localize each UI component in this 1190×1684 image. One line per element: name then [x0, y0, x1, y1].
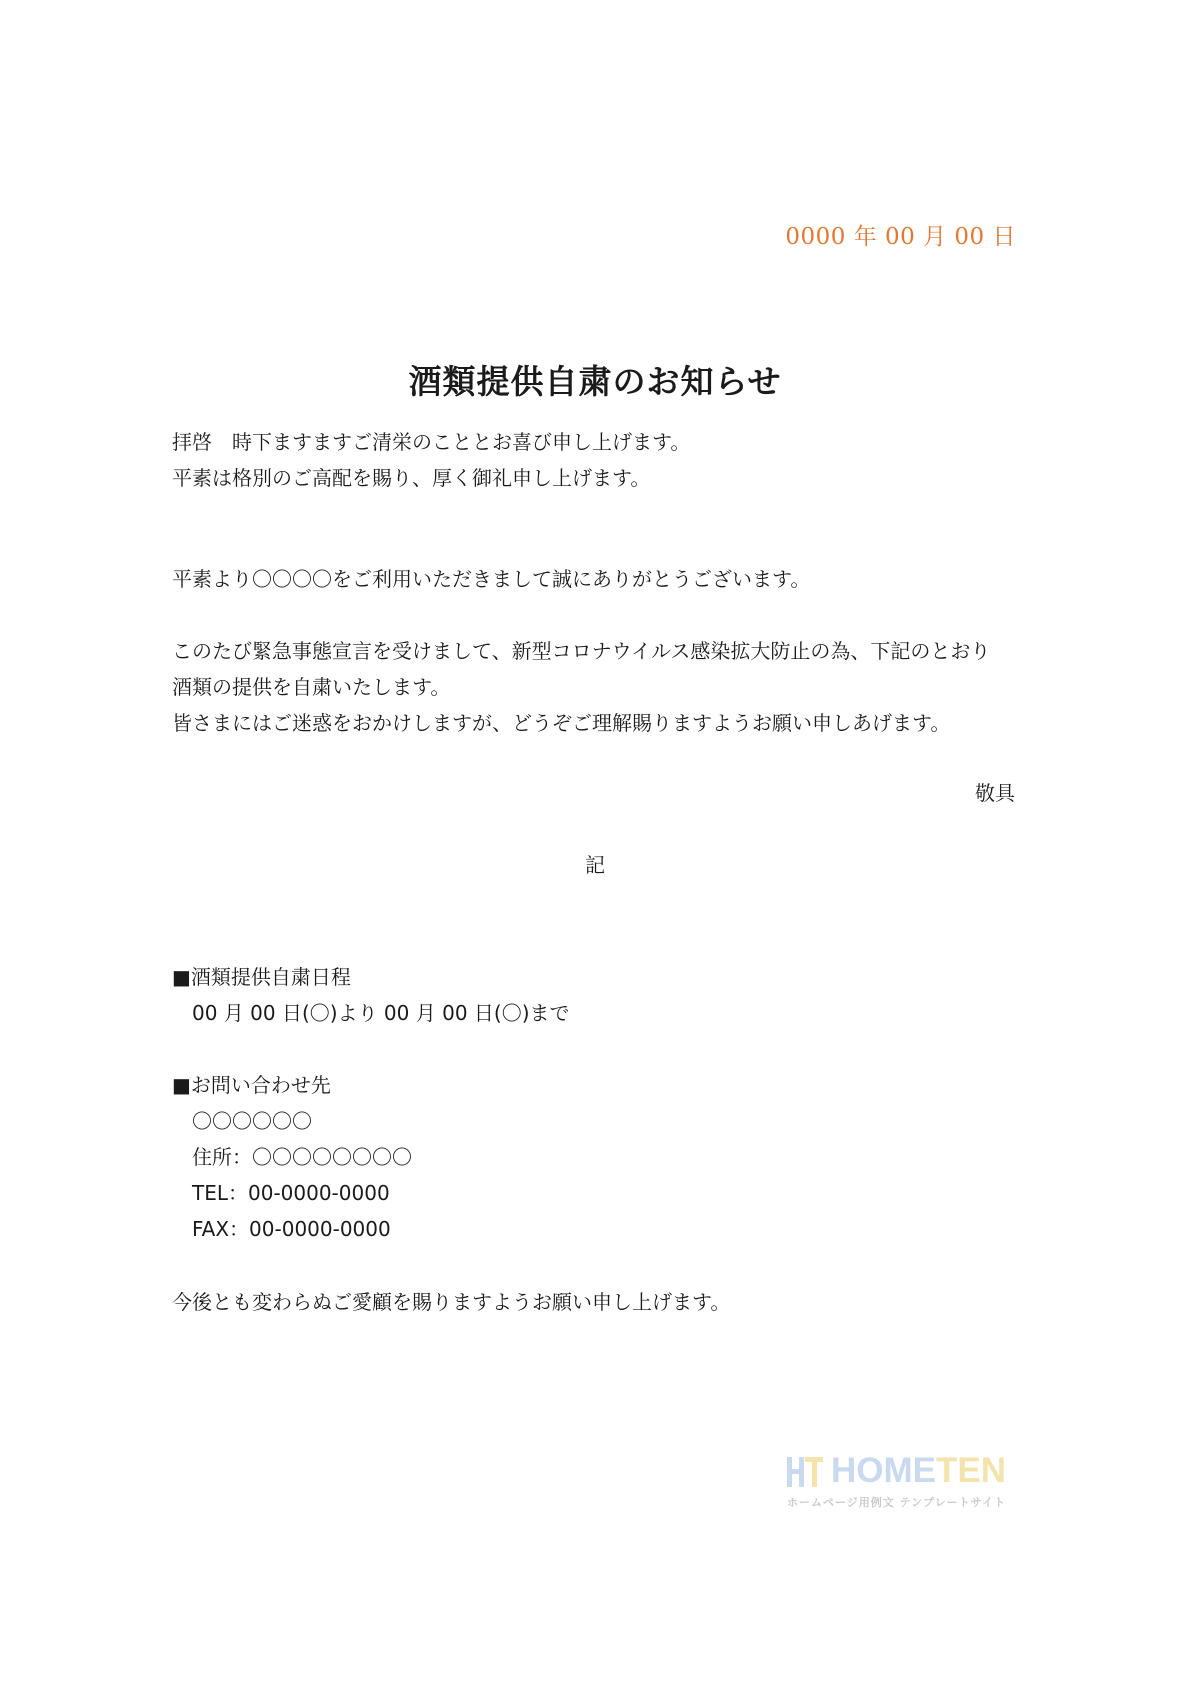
notice-line-1: このたび緊急事態宣言を受けまして、新型コロナウイルス感染拡大防止の為、下記のとおり — [172, 639, 991, 663]
thanks-paragraph — [172, 561, 810, 597]
notice-paragraph — [172, 633, 990, 741]
final-paragraph — [172, 1284, 730, 1320]
thanks-line: 平素より〇〇〇〇をご利用いただきまして誠にありがとうございます。 — [172, 567, 811, 591]
notice-line-3: 皆さまにはご迷惑をおかけしますが、どうぞご理解賜りますようお願い申しあげます。 — [172, 711, 951, 735]
hometen-logo — [785, 1450, 1015, 1512]
logo-word-home: HOME — [831, 1451, 936, 1490]
hometen-logo-icon — [785, 1454, 825, 1490]
document-title: 酒類提供自粛のお知らせ — [408, 362, 782, 401]
closing-keigu: 敬具 — [975, 781, 1015, 805]
greeting-block — [172, 424, 690, 496]
contact-section — [172, 1067, 412, 1247]
contact-heading: ■お問い合わせ先 — [172, 1073, 331, 1097]
document-date: 0000 年 00 月 00 日 — [785, 224, 1016, 250]
schedule-heading: ■酒類提供自粛日程 — [172, 965, 351, 989]
contact-tel: TEL：00-0000-0000 — [192, 1181, 390, 1205]
contact-fax: FAX：00-0000-0000 — [192, 1217, 391, 1241]
ki-heading: 記 — [585, 853, 605, 877]
contact-name: 〇〇〇〇〇〇 — [192, 1109, 312, 1133]
schedule-section — [172, 959, 570, 1031]
schedule-period: 00 月 00 日(〇)より 00 月 00 日(〇)まで — [192, 1001, 570, 1025]
greeting-line-2: 平素は格別のご高配を賜り、厚く御礼申し上げます。 — [172, 466, 651, 490]
logo-word-ten: TEN — [936, 1451, 1006, 1490]
notice-line-2: 酒類の提供を自粛いたします。 — [172, 675, 451, 699]
greeting-line-1: 拝啓 時下ますますご清栄のこととお喜び申し上げます。 — [172, 430, 691, 454]
logo-subtitle: ホームページ用例文 テンプレートサイト — [787, 1496, 1006, 1509]
logo-wordmark — [831, 1450, 1006, 1492]
final-line: 今後とも変わらぬご愛顧を賜りますようお願い申し上げます。 — [172, 1290, 731, 1314]
contact-address: 住所：〇〇〇〇〇〇〇〇 — [192, 1145, 412, 1169]
